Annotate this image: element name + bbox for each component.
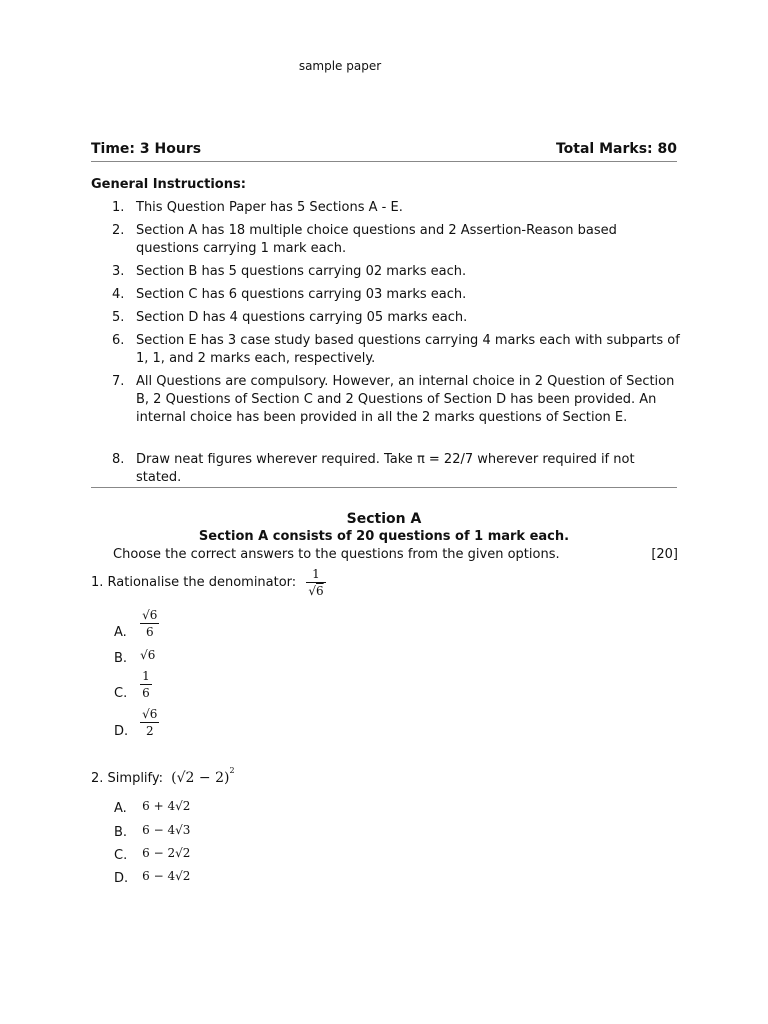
time-label: Time: 3 Hours bbox=[91, 141, 202, 157]
instruction-item bbox=[112, 263, 682, 281]
instruction-number: 2. bbox=[112, 223, 125, 238]
option-value bbox=[140, 706, 159, 739]
fraction-numerator: √6 bbox=[142, 608, 158, 622]
instruction-number: 3. bbox=[112, 264, 125, 279]
section-directions: Choose the correct answers to the questions from the given options. bbox=[113, 547, 560, 562]
fraction-numerator: 1 bbox=[142, 669, 150, 683]
instruction-item bbox=[112, 373, 682, 447]
option-label: B. bbox=[114, 651, 128, 666]
instruction-text: Draw neat figures wherever required. Take π = 22/7 wherever required if not stated. bbox=[136, 452, 635, 486]
instructions-heading: General Instructions: bbox=[91, 177, 246, 192]
instruction-number: 7. bbox=[112, 374, 125, 389]
option-value bbox=[140, 668, 152, 701]
option-label: C. bbox=[114, 848, 128, 863]
instruction-text: Section B has 5 questions carrying 02 marks each. bbox=[136, 264, 467, 279]
instructions-divider bbox=[91, 487, 677, 488]
q2-option-c[interactable] bbox=[114, 846, 190, 863]
instruction-number: 5. bbox=[112, 310, 125, 325]
expression-numerator: 1 bbox=[306, 566, 325, 583]
section-subtitle: Section A consists of 20 questions of 1 mark each. bbox=[198, 529, 570, 544]
expression-denominator: √6 bbox=[308, 584, 324, 598]
option-label: D. bbox=[114, 724, 129, 739]
fraction-denominator: 6 bbox=[142, 686, 150, 700]
instruction-item bbox=[112, 199, 682, 217]
question-2-prompt: 2. Simplify: bbox=[91, 771, 164, 786]
option-label: A. bbox=[114, 801, 127, 816]
section-title: Section A bbox=[346, 511, 422, 527]
instruction-number: 4. bbox=[112, 287, 125, 302]
option-label: B. bbox=[114, 825, 128, 840]
fraction-denominator: 6 bbox=[145, 625, 154, 639]
option-value: 6 − 2√2 bbox=[142, 846, 191, 860]
expression-exponent: 2 bbox=[229, 766, 235, 775]
instruction-number: 6. bbox=[112, 333, 125, 348]
instruction-text: Section C has 6 questions carrying 03 marks each. bbox=[136, 287, 467, 302]
q2-option-a[interactable] bbox=[114, 799, 190, 816]
instruction-item bbox=[112, 451, 682, 488]
instruction-item bbox=[112, 332, 682, 369]
q1-option-d[interactable] bbox=[114, 706, 159, 739]
option-value: √6 bbox=[140, 648, 156, 662]
question-1 bbox=[91, 566, 326, 599]
instruction-item bbox=[112, 309, 682, 327]
question-2-expression: (√2 − 2) bbox=[171, 770, 230, 786]
radicand: 6 bbox=[315, 584, 324, 598]
fraction-numerator: √6 bbox=[142, 707, 158, 721]
instruction-text: Section D has 4 questions carrying 05 marks each. bbox=[136, 310, 468, 325]
q1-option-a[interactable] bbox=[114, 607, 159, 640]
total-marks-label: Total Marks: 80 bbox=[555, 141, 677, 157]
instruction-text: Section E has 3 case study based questions carrying 4 marks each with subparts of 1, 1, and 2 marks each, respectively. bbox=[136, 333, 680, 367]
q2-option-b[interactable] bbox=[114, 823, 190, 840]
paper-header bbox=[91, 141, 677, 161]
fraction-denominator: 2 bbox=[145, 724, 154, 738]
option-value: 6 − 4√3 bbox=[142, 823, 191, 837]
option-value: 6 − 4√2 bbox=[142, 869, 191, 883]
question-2 bbox=[91, 766, 235, 786]
q1-option-c[interactable] bbox=[114, 668, 152, 701]
instruction-number: 8. bbox=[112, 452, 125, 467]
instruction-item bbox=[112, 222, 682, 259]
header-divider bbox=[91, 161, 677, 162]
instruction-text: This Question Paper has 5 Sections A - E. bbox=[136, 200, 403, 215]
instruction-item bbox=[112, 286, 682, 304]
instruction-text: All Questions are compulsory. However, an internal choice in 2 Question of Section B, 2 Questions of Section C and 2 Questions of Section D has been provided. An internal choice has been provided in all the 2 marks questions of Section E. bbox=[136, 374, 675, 426]
question-1-prompt: 1. Rationalise the denominator: bbox=[91, 575, 297, 590]
option-label: A. bbox=[114, 625, 127, 640]
section-marks: [20] bbox=[651, 547, 678, 562]
question-1-expression bbox=[306, 566, 325, 599]
option-label: C. bbox=[114, 686, 128, 701]
instruction-text: Section A has 18 multiple choice questions and 2 Assertion-Reason based questions carrying 1 mark each. bbox=[136, 223, 617, 257]
instruction-number: 1. bbox=[112, 200, 125, 215]
option-value: 6 + 4√2 bbox=[142, 799, 191, 813]
option-label: D. bbox=[114, 871, 129, 886]
option-value bbox=[140, 607, 159, 640]
document-title: sample paper bbox=[298, 59, 382, 73]
q2-option-d[interactable] bbox=[114, 869, 190, 886]
q1-option-b[interactable] bbox=[114, 648, 155, 666]
